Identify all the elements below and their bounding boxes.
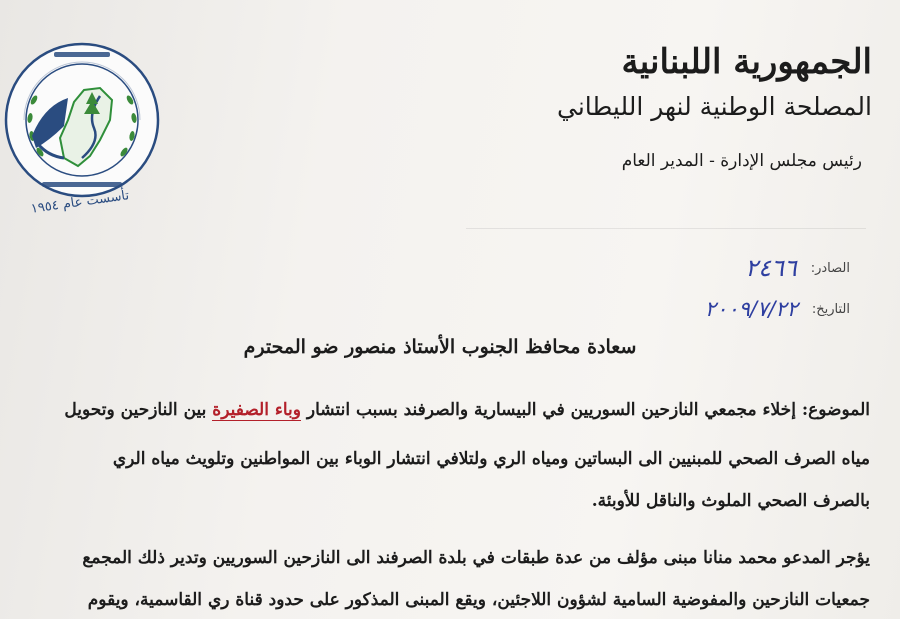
subject-line-1 <box>30 400 870 420</box>
issued-number: ٢٤٦٦ <box>745 254 797 282</box>
addressee-line: سعادة محافظ الجنوب الأستاذ منصور ضو المحترم <box>243 336 637 358</box>
reference-date <box>705 297 850 321</box>
letterhead-republic: الجمهورية اللبنانية <box>621 42 872 82</box>
subject-text-after: بين النازحين وتحويل <box>64 400 207 420</box>
body-line-2: جمعيات النازحين والمفوضية السامية لشؤون اللاجئين، ويقع المبنى المذكور على حدود قناة ري القاسمية، ويقوم <box>87 590 870 610</box>
emblem-caption: تأسست عام ١٩٥٤ <box>30 188 130 217</box>
letterhead <box>542 40 872 174</box>
subject-line-3: بالصرف الصحي الملوث والناقل للأوبئة. <box>591 491 870 511</box>
letterhead-divider <box>466 228 866 229</box>
subject-text-before: إخلاء مجمعي النازحين السوريين في البيسارية والصرفند بسبب انتشار <box>306 400 796 420</box>
litani-authority-emblem <box>2 40 162 200</box>
body-line-1: يؤجر المدعو محمد منانا مبنى مؤلف من عدة طبقات في بلدة الصرفند الى النازحين السوريين وتدير ذلك المجمع <box>82 548 870 568</box>
date-label: التاريخ: <box>811 301 850 317</box>
subject-line-2: مياه الصرف الصحي للمبنيين الى البساتين ومياه الري ولتلافي انتشار الوباء بين المواطنين وتلويث مياه الري <box>112 449 870 469</box>
reference-issued <box>745 254 850 282</box>
letterhead-authority: المصلحة الوطنية لنهر الليطاني <box>556 92 872 121</box>
date-value: ٢٠٠٩/٧/٢٢ <box>704 297 798 321</box>
subject-label: الموضوع: <box>801 400 870 420</box>
subject-highlight: وباء الصفيرة <box>212 400 301 420</box>
letterhead-position: رئيس مجلس الإدارة - المدير العام <box>621 151 862 171</box>
issued-label: الصادر: <box>810 260 850 276</box>
